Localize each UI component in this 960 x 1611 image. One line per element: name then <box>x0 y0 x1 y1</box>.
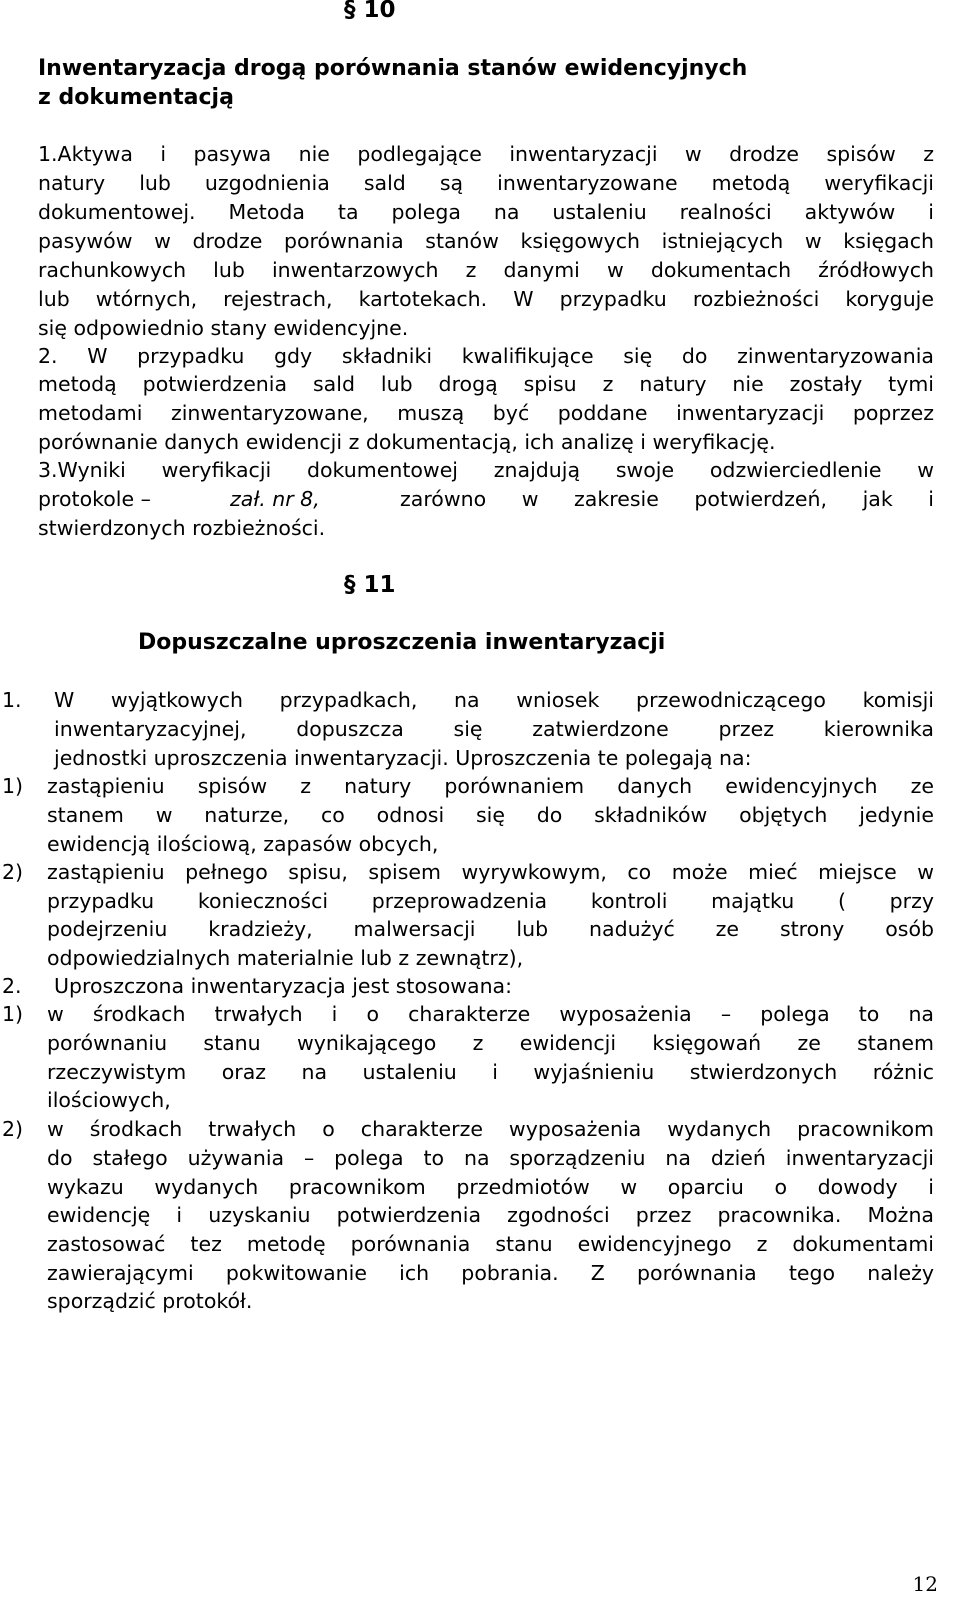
list-item-line: sporządzić protokół. <box>47 1289 253 1313</box>
list-item-line: stanem w naturze, co odnosi się do składników objętych jedynie <box>47 803 934 827</box>
list-item-line: W wyjątkowych przypadkach, na wniosek przewodniczącego komisji <box>54 688 934 712</box>
section-10-title-line-1: Inwentaryzacja drogą porównania stanów ewidencyjnych <box>38 56 748 81</box>
s10-line: metodami zinwentaryzowane, muszą być poddane inwentaryzacji poprzez <box>38 401 934 425</box>
section-10-title-line-2: z dokumentacją <box>38 85 234 110</box>
list-item-line: zawierającymi pokwitowanie ich pobrania. Z porównania tego należy <box>47 1261 934 1285</box>
list-item-line: ilościowych, <box>47 1088 171 1112</box>
list-number: 2) <box>2 1117 24 1141</box>
list-item-line: odpowiedzialnych materialnie lub z zewnątrz), <box>47 946 524 970</box>
s10-line: pasywów w drodze porównania stanów księgowych istniejących w księgach <box>38 229 934 253</box>
list-number: 2) <box>2 860 24 884</box>
section-11-mark: § 11 <box>344 572 396 598</box>
list-item-line: porównaniu stanu wynikającego z ewidencji księgowań ze stanem <box>47 1031 934 1055</box>
s10-line: natury lub uzgodnienia sald są inwentaryzowane metodą weryfikacji <box>38 171 934 195</box>
s10-line: stwierdzonych rozbieżności. <box>38 516 326 540</box>
list-item-line: w środkach trwałych o charakterze wyposażenia wydanych pracownikom <box>47 1117 934 1141</box>
s10-line: porównanie danych ewidencji z dokumentacją, ich analizę i weryfikację. <box>38 430 776 454</box>
list-item-line: podejrzeniu kradzieży, malwersacji lub nadużyć ze strony osób <box>47 917 934 941</box>
list-number: 1) <box>2 774 24 798</box>
list-item-line: w środkach trwałych i o charakterze wyposażenia – polega to na <box>47 1002 934 1026</box>
list-item-line: jednostki uproszczenia inwentaryzacji. Uproszczenia te polegają na: <box>54 746 752 770</box>
s10-line-zal: zał. nr 8, <box>230 487 320 511</box>
s10-line: lub wtórnych, rejestrach, kartotekach. W przypadku rozbieżności koryguje <box>38 287 934 311</box>
s10-line-protokole: protokole – <box>38 487 151 511</box>
list-number: 1. <box>2 688 22 712</box>
section-10-mark: § 10 <box>344 0 396 23</box>
list-item-line: do stałego używania – polega to na sporządzeniu na dzień inwentaryzacji <box>47 1146 934 1170</box>
list-item-line: przypadku konieczności przeprowadzenia kontroli majątku ( przy <box>47 889 934 913</box>
list-item-line: rzeczywistym oraz na ustaleniu i wyjaśnieniu stwierdzonych różnic <box>47 1060 934 1084</box>
list-item-line: inwentaryzacyjnej, dopuszcza się zatwierdzone przez kierownika <box>54 717 934 741</box>
section-11-title: Dopuszczalne uproszczenia inwentaryzacji <box>138 630 666 655</box>
list-item-line: zastąpieniu spisów z natury porównaniem danych ewidencyjnych ze <box>47 774 934 798</box>
s10-line: się odpowiednio stany ewidencyjne. <box>38 316 409 340</box>
s10-line: 1.Aktywa i pasywa nie podlegające inwentaryzacji w drodze spisów z <box>38 142 934 166</box>
list-item-line: ewidencję i uzyskaniu potwierdzenia zgodności przez pracownika. Można <box>47 1203 934 1227</box>
list-item-line: zastąpieniu pełnego spisu, spisem wyrywkowym, co może mieć miejsce w <box>47 860 934 884</box>
list-item-line: zastosować tez metodę porównania stanu ewidencyjnego z dokumentami <box>47 1232 934 1256</box>
list-item-line: wykazu wydanych pracownikom przedmiotów w oparciu o dowody i <box>47 1175 934 1199</box>
page-number: 12 <box>912 1572 938 1596</box>
s10-line-zarowno: zarówno w zakresie potwierdzeń, jak i <box>400 487 934 511</box>
list-item-line: Uproszczona inwentaryzacja jest stosowana: <box>54 974 513 998</box>
list-number: 1) <box>2 1002 24 1026</box>
s10-line: rachunkowych lub inwentarzowych z danymi w dokumentach źródłowych <box>38 258 934 282</box>
s10-line: metodą potwierdzenia sald lub drogą spisu z natury nie zostały tymi <box>38 372 934 396</box>
s10-line: 2. W przypadku gdy składniki kwalifikujące się do zinwentaryzowania <box>38 344 934 368</box>
s10-line: 3.Wyniki weryfikacji dokumentowej znajdują swoje odzwierciedlenie w <box>38 458 934 482</box>
list-number: 2. <box>2 974 22 998</box>
s10-line: dokumentowej. Metoda ta polega na ustaleniu realności aktywów i <box>38 200 934 224</box>
list-item-line: ewidencją ilościową, zapasów obcych, <box>47 832 439 856</box>
